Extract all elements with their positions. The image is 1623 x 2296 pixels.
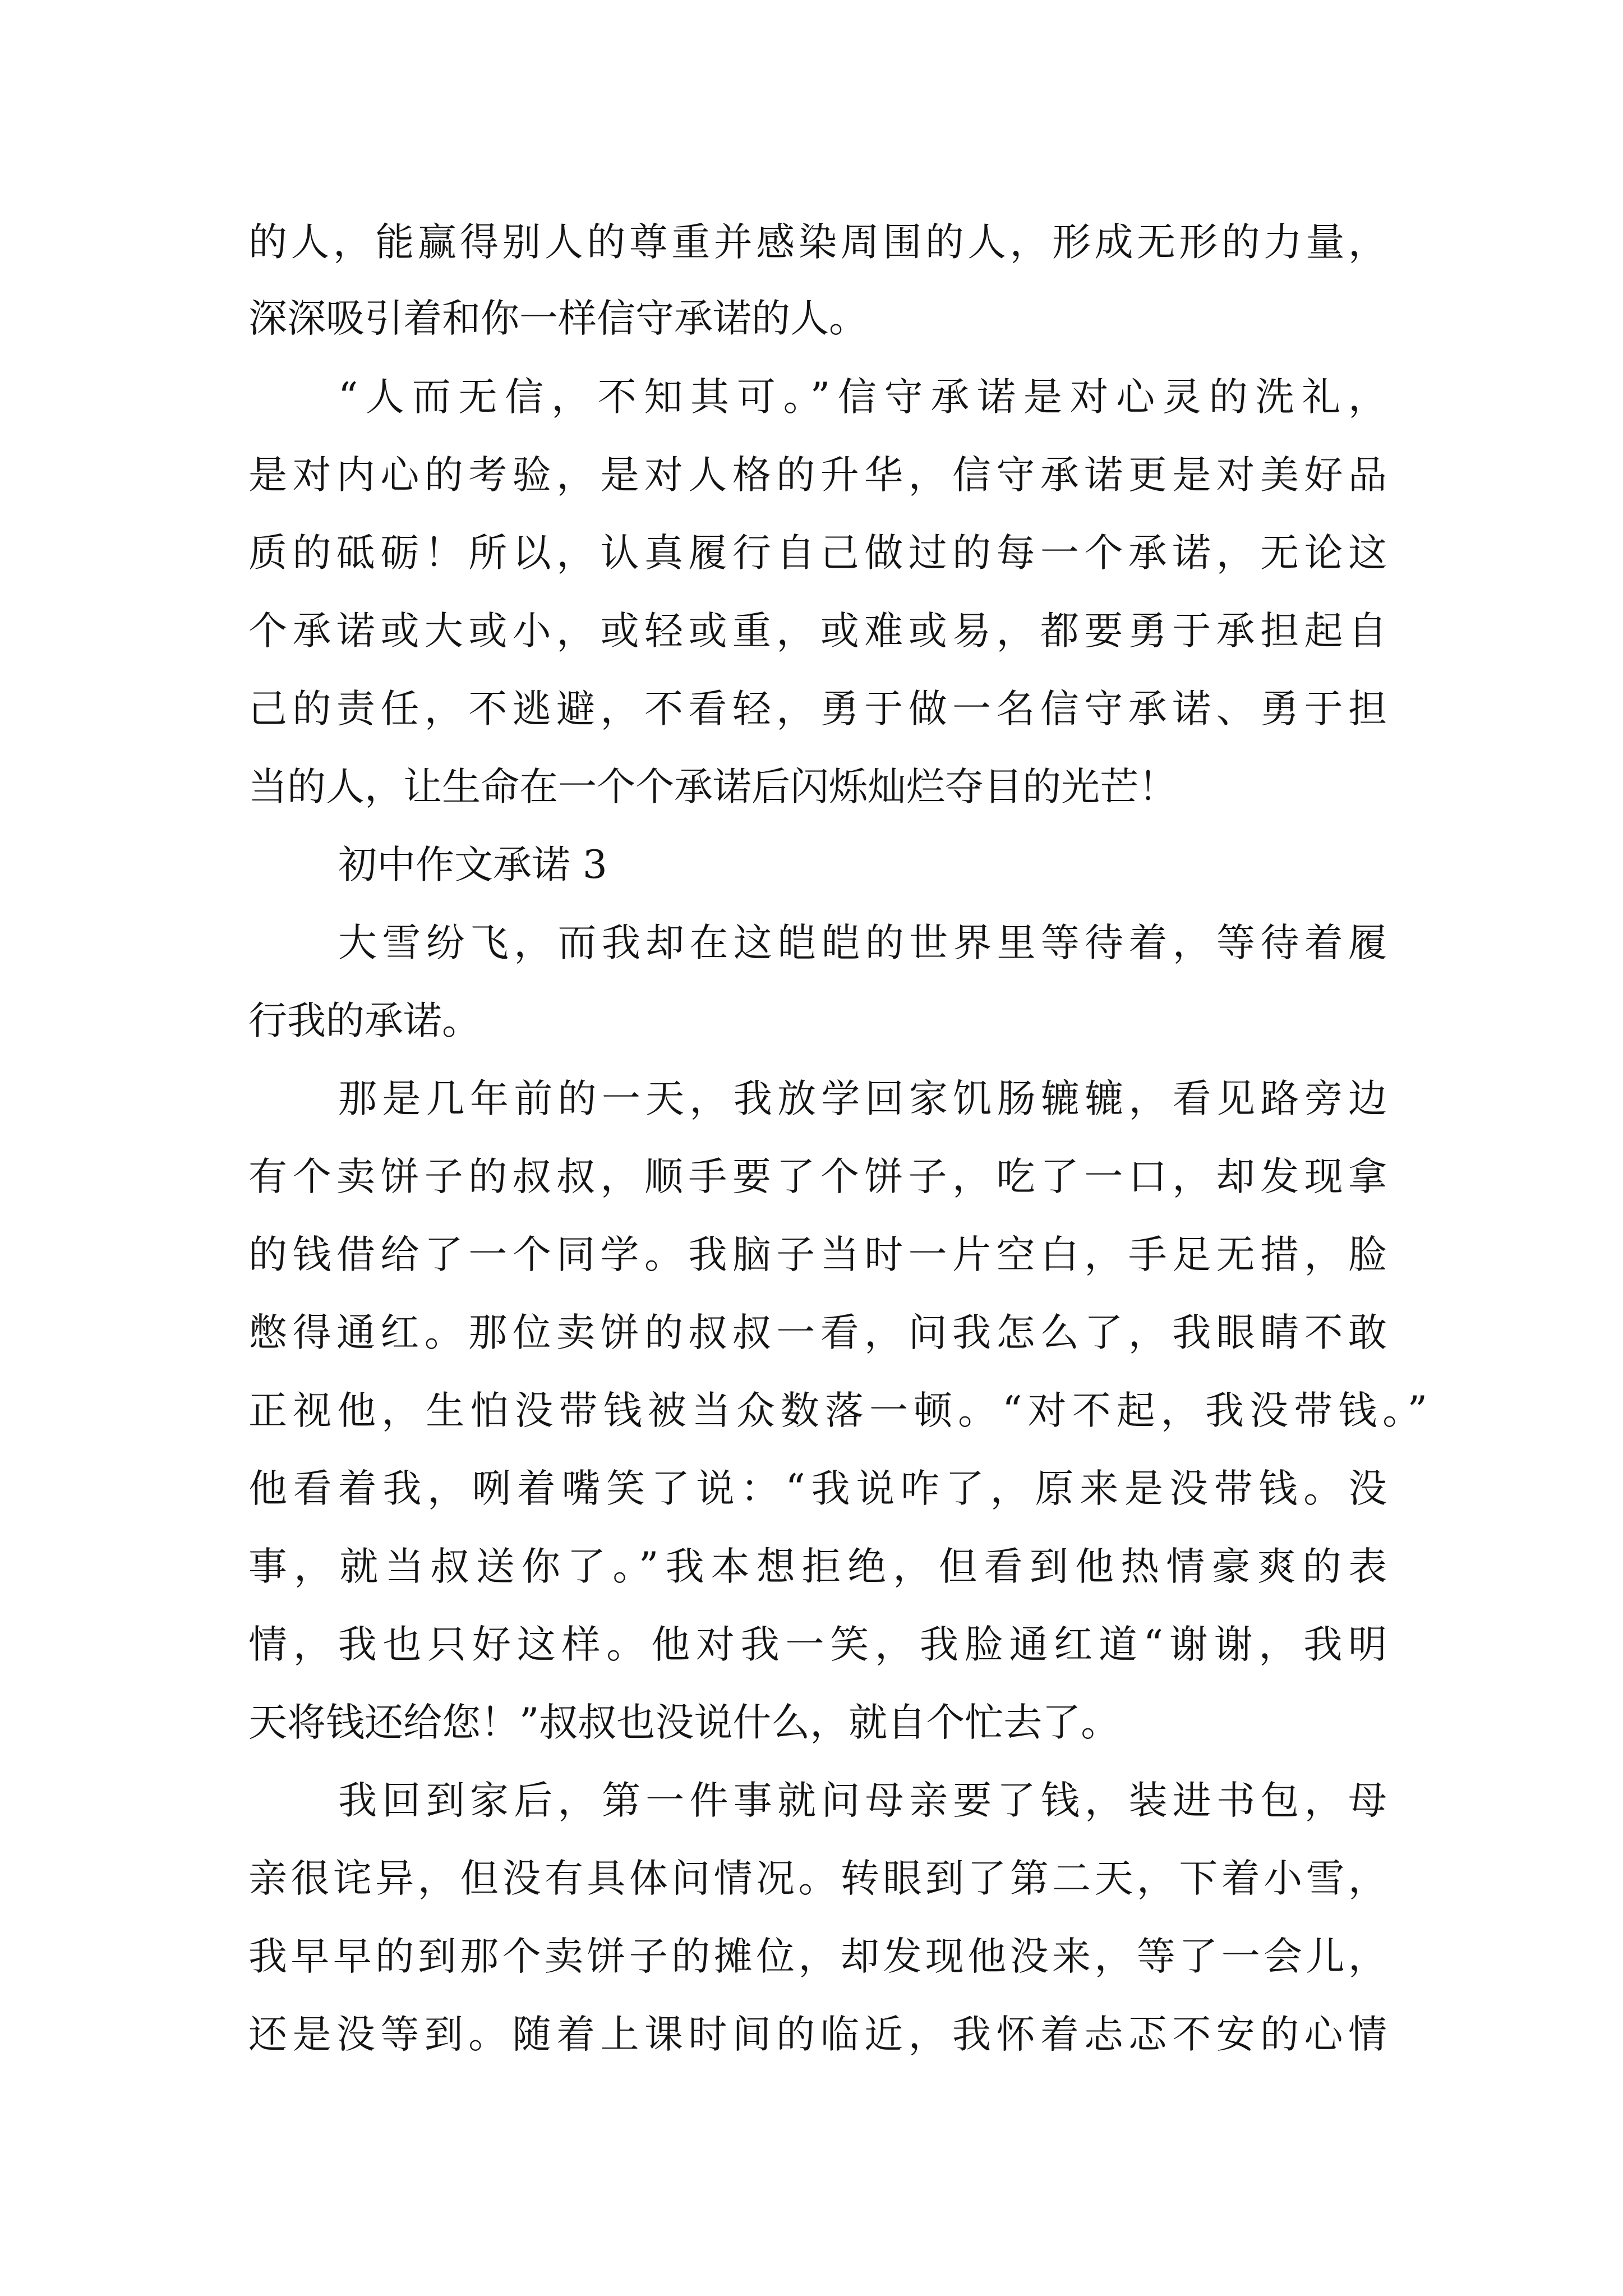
paragraph-4-line-6: 他看着我，咧着嘴笑了说：“我说咋了，原来是没带钱。没 <box>248 1466 1387 1511</box>
paragraph-4-line-2: 有个卖饼子的叔叔，顺手要了个饼子，吃了一口，却发现拿 <box>248 1154 1387 1199</box>
paragraph-5-line-2: 亲很诧异，但没有具体问情况。转眼到了第二天，下着小雪， <box>248 1856 1387 1901</box>
paragraph-1-line-1: 的人，能赢得别人的尊重并感染周围的人，形成无形的力量， <box>248 220 1387 265</box>
paragraph-4-line-5: 正视他，生怕没带钱被当众数落一顿。“对不起，我没带钱。” <box>248 1388 1427 1433</box>
paragraph-4-line-9: 天将钱还给您！”叔叔也没说什么，就自个忙去了。 <box>248 1700 1120 1745</box>
paragraph-2-line-4: 个承诺或大或小，或轻或重，或难或易，都要勇于承担起自 <box>248 609 1387 654</box>
paragraph-4-line-8: 情，我也只好这样。他对我一笑，我脸通红道“谢谢，我明 <box>248 1622 1387 1667</box>
paragraph-5-line-4: 还是没等到。随着上课时间的临近，我怀着忐忑不安的心情 <box>248 2012 1387 2057</box>
paragraph-2-line-5: 己的责任，不逃避，不看轻，勇于做一名信守承诺、勇于担 <box>248 687 1387 731</box>
paragraph-1-line-2: 深深吸引着和你一样信守承诺的人。 <box>248 296 868 341</box>
section-heading: 初中作文承诺 3 <box>338 843 607 887</box>
paragraph-2-line-1: “人而无信，不知其可。”信守承诺是对心灵的洗礼， <box>338 375 1387 420</box>
paragraph-2-line-6: 当的人，让生命在一个个承诺后闪烁灿烂夺目的光芒！ <box>248 765 1177 809</box>
paragraph-2-line-3: 质的砥砺！所以，认真履行自己做过的每一个承诺，无论这 <box>248 531 1387 576</box>
paragraph-3-line-1: 大雪纷飞，而我却在这皑皑的世界里等待着，等待着履 <box>338 921 1387 965</box>
paragraph-5-line-3: 我早早的到那个卖饼子的摊位，却发现他没来，等了一会儿， <box>248 1934 1387 1979</box>
paragraph-5-line-1: 我回到家后，第一件事就问母亲要了钱，装进书包，母 <box>338 1778 1387 1823</box>
paragraph-4-line-7: 事，就当叔送你了。”我本想拒绝，但看到他热情豪爽的表 <box>248 1544 1387 1589</box>
paragraph-3-line-2: 行我的承诺。 <box>248 999 481 1043</box>
paragraph-4-line-4: 憋得通红。那位卖饼的叔叔一看，问我怎么了，我眼睛不敢 <box>248 1310 1387 1355</box>
paragraph-2-line-2: 是对内心的考验，是对人格的升华，信守承诺更是对美好品 <box>248 453 1387 498</box>
paragraph-4-line-3: 的钱借给了一个同学。我脑子当时一片空白，手足无措，脸 <box>248 1232 1387 1277</box>
paragraph-4-line-1: 那是几年前的一天，我放学回家饥肠辘辘，看见路旁边 <box>338 1076 1387 1121</box>
